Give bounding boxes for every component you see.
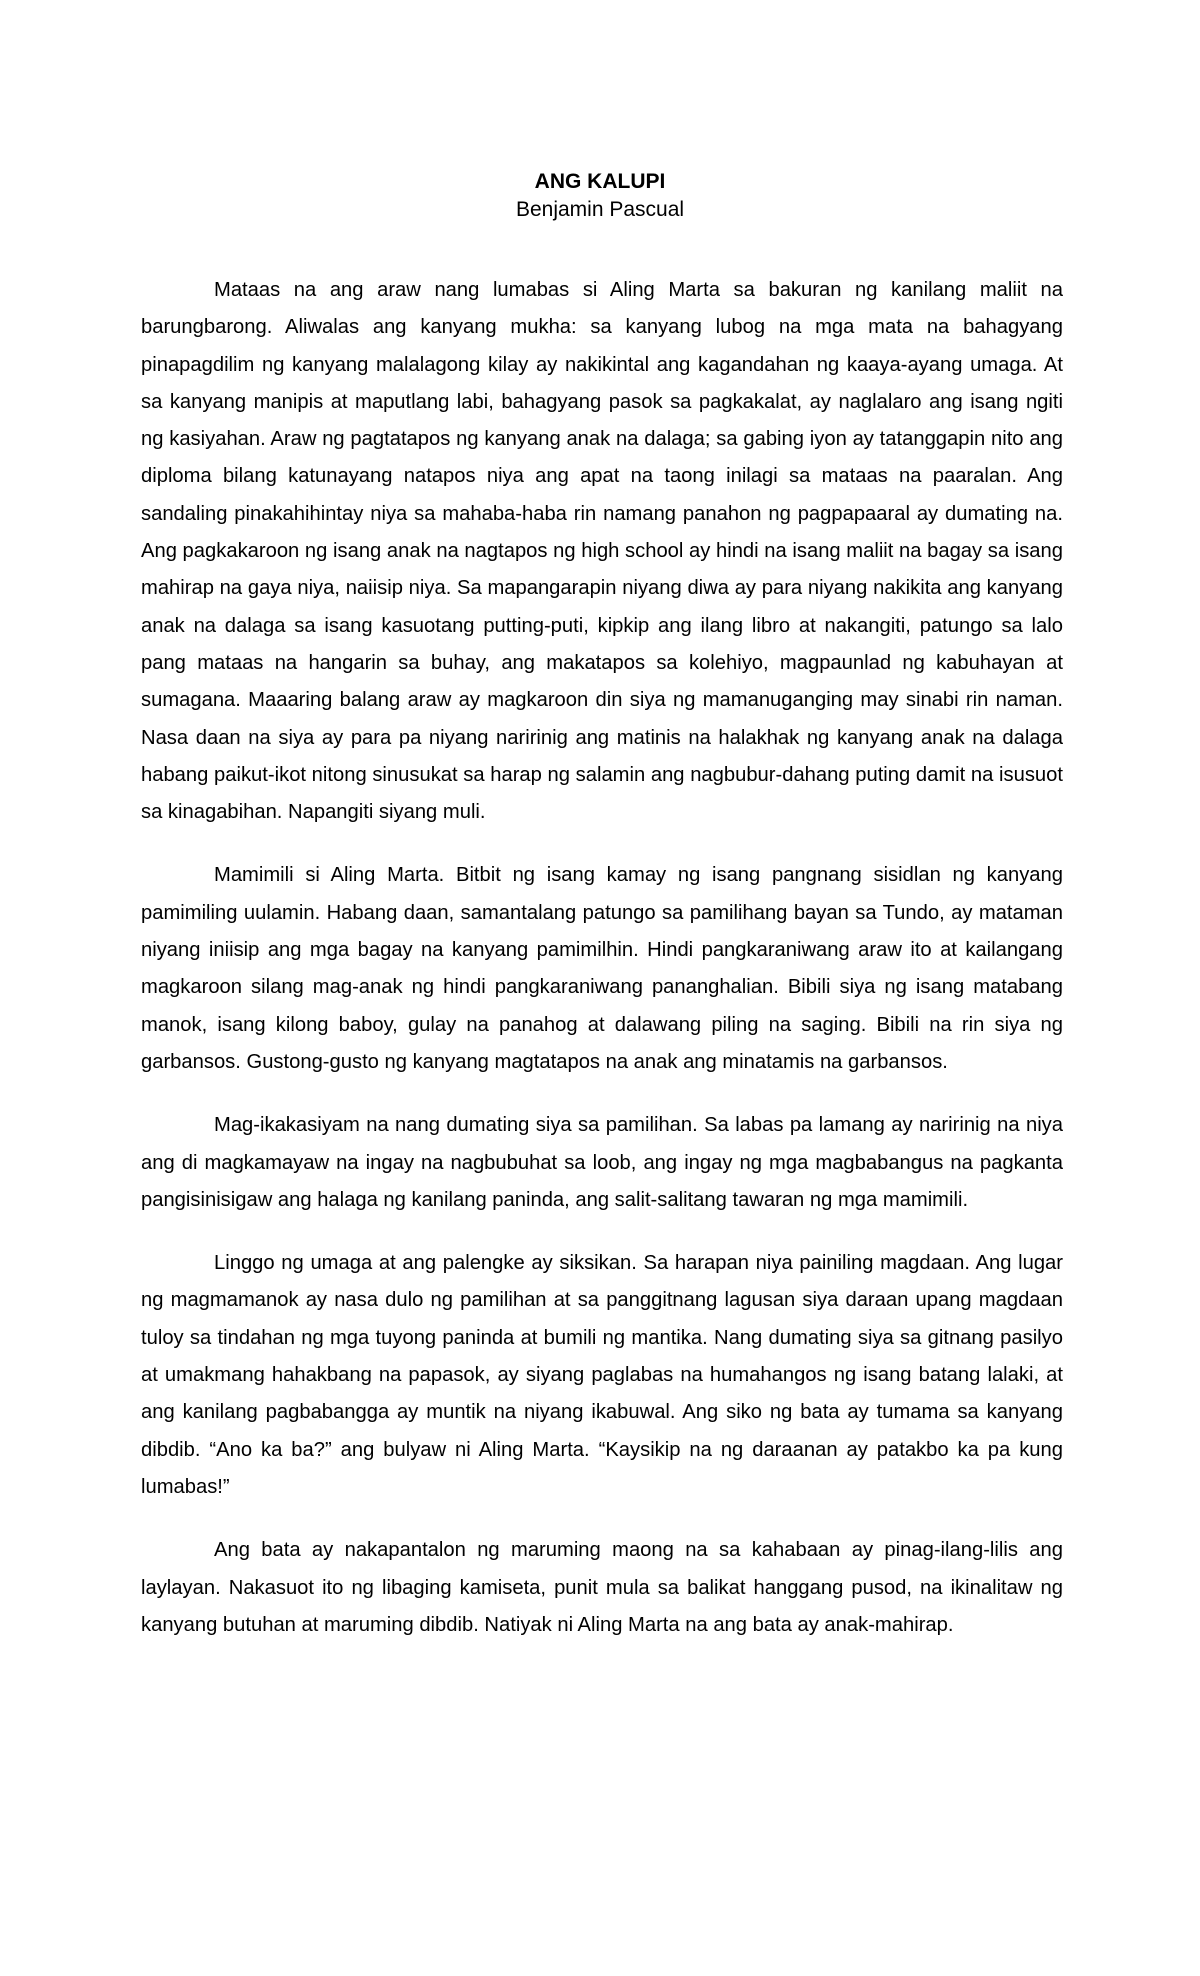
document-author: Benjamin Pascual bbox=[515, 198, 685, 221]
paragraph-2: Mamimili si Aling Marta. Bitbit ng isang kamay ng isang pangnang sisidlan ng kanyang pamimiling uulamin. Habang daan, samantalang patungo sa pamilihang bayan sa Tundo, ay mataman niyang iniisip ang mga bagay na kanyang pamimilhin. Hindi pangkaraniwang araw ito at kailangang magkaroon silang mag-anak ng hindi pangkaraniwang pananghalian. Bibili siya ng isang matabang manok, isang kilong baboy, gulay na panahog at dalawang piling na saging. Bibili na rin siya ng garbansos. Gustong-gusto ng kanyang magtatapos na anak ang minatamis na garbansos. bbox=[141, 864, 1063, 1073]
paragraph-5: Ang bata ay nakapantalon ng maruming maong na sa kahabaan ay pinag-ilang-lilis ang laylayan. Nakasuot ito ng libaging kamiseta, punit mula sa balikat hanggang pusod, na ikinalitaw ng kanyang butuhan at maruming dibdib. Natiyak ni Aling Marta na ang bata ay anak-mahirap. bbox=[141, 1539, 1063, 1636]
paragraph-1: Mataas na ang araw nang lumabas si Aling Marta sa bakuran ng kanilang maliit na barungbarong. Aliwalas ang kanyang mukha: sa kanyang lubog na mga mata na bahagyang pinapagdilim ng kanyang malalagong kilay ay nakikintal ang kagandahan ng kaaya-ayang umaga. At sa kanyang manipis at maputlang labi, bahagyang pasok sa pagkakalat, ay naglalaro ang isang ngiti ng kasiyahan. Araw ng pagtatapos ng kanyang anak na dalaga; sa gabing iyon ay tatanggapin nito ang diploma bilang katunayang natapos niya ang apat na taong inilagi sa mataas na paaralan. Ang sandaling pinakahihintay niya sa mahaba-haba rin namang panahon ng pagpapaaral ay dumating na. Ang pagkakaroon ng isang anak na nagtapos ng high school ay hindi na isang maliit na bagay sa isang mahirap na gaya niya, naiisip niya. Sa mapangarapin niyang diwa ay para niyang nakikita ang kanyang anak na dalaga sa isang kasuotang putting-puti, kipkip ang ilang libro at nakangiti, patungo sa lalo pang mataas na hangarin sa buhay, ang makatapos sa kolehiyo, magpaunlad ng kabuhayan at sumagana. Maaaring balang araw ay magkaroon din siya ng mamanuganging may sinabi rin naman. Nasa daan na siya ay para pa niyang naririnig ang matinis na halakhak ng kanyang anak na dalaga habang paikut-ikot nitong sinusukat sa harap ng salamin ang nagbubur-dahang puting damit na isusuot sa kinagabihan. Napangiti siyang muli. bbox=[141, 279, 1063, 824]
document-title: ANG KALUPI bbox=[534, 170, 666, 193]
paragraph-4: Linggo ng umaga at ang palengke ay siksikan. Sa harapan niya painiling magdaan. Ang lugar ng magmamanok ay nasa dulo ng pamilihan at sa panggitnang lagusan siya daraan upang magdaan tuloy sa tindahan ng mga tuyong paninda at bumili ng mantika. Nang dumating siya sa gitnang pasilyo at umakmang hahakbang na papasok, ay siyang paglabas na humahangos ng isang batang lalaki, at ang kanilang pagbabangga ay muntik na niyang ikabuwal. Ang siko ng bata ay tumama sa kanyang dibdib. “Ano ka ba?” ang bulyaw ni Aling Marta. “Kaysikip na ng daraanan ay patakbo ka pa kung lumabas!” bbox=[141, 1252, 1063, 1498]
document-body bbox=[141, 272, 1063, 1670]
paragraph-3: Mag-ikakasiyam na nang dumating siya sa pamilihan. Sa labas pa lamang ay naririnig na niya ang di magkamayaw na ingay na nagbubuhat sa loob, ang ingay ng mga magbabangus na pagkanta pangisinisigaw ang halaga ng kanilang paninda, ang salit-salitang tawaran ng mga mamimili. bbox=[141, 1114, 1063, 1211]
